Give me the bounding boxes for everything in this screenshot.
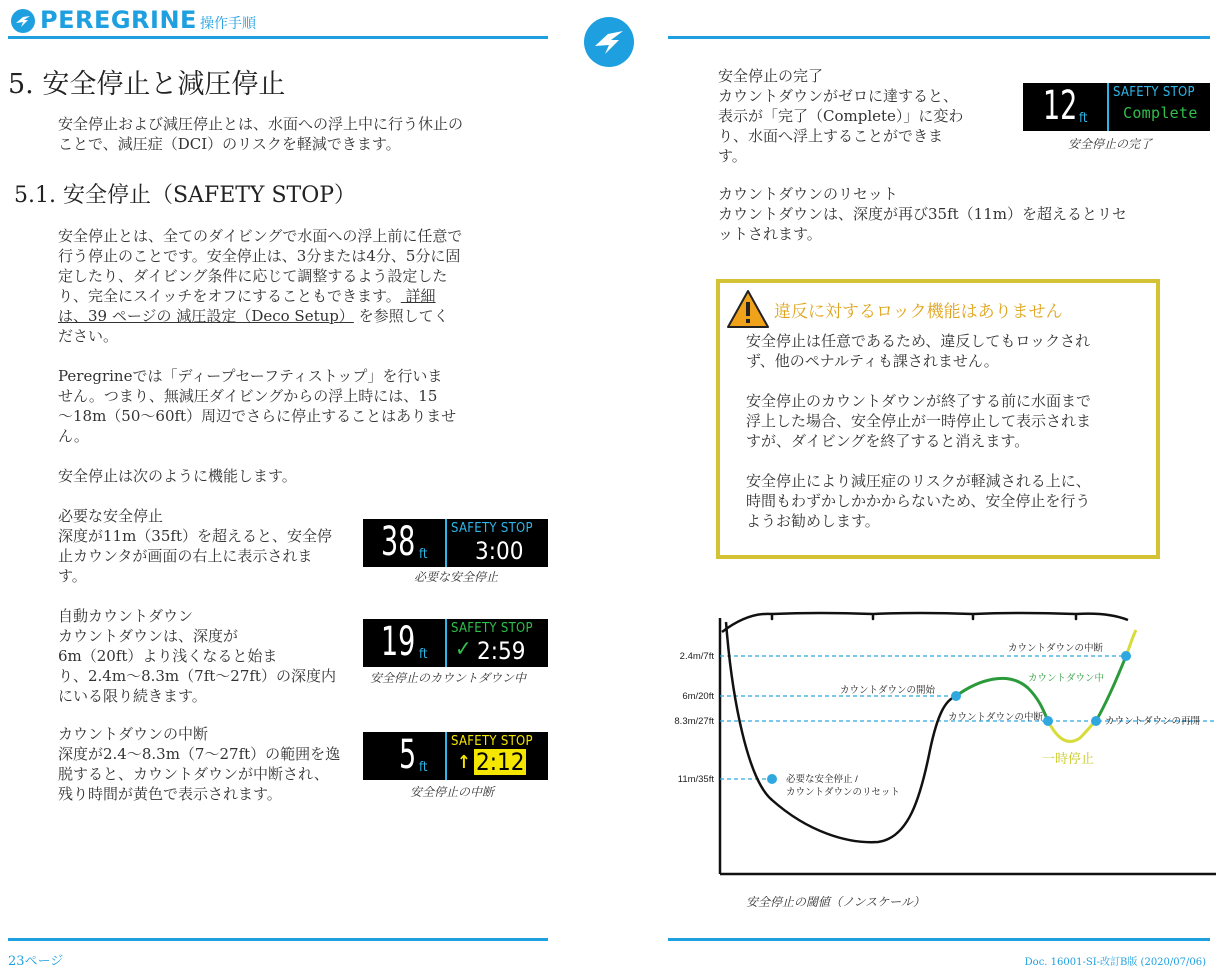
label-counting: カウントダウン中: [1028, 673, 1105, 684]
label-countdown-pause-top: カウントダウンの中断: [1008, 643, 1104, 654]
deco-setup-link-cont[interactable]: は、39 ページの 減圧設定（Deco Setup）: [58, 307, 354, 325]
deep-stop-paragraph: Peregrineでは「ディープセーフティストップ」を行いま せん。つまり、無減圧ダイビングからの浮上時には、15 〜18m（50〜60ft）周辺でさらに停止することはありませ ん。: [58, 367, 457, 445]
function-intro: 安全停止は次のように機能します。: [58, 467, 297, 485]
center-logo-icon: [583, 16, 635, 68]
intro-paragraph: 安全停止および減圧停止とは、水面への浮上中に行う休止の ことで、減圧症（DCI）のリスクを軽減できます。: [58, 115, 464, 153]
label-countdown-reset: カウントダウンのリセット: [786, 787, 900, 798]
page-number: 23ページ: [8, 954, 64, 969]
dive-profile-green-2: [1096, 656, 1126, 721]
label-required-stop: 必要な安全停止 /: [786, 774, 858, 785]
level-label: 8.3m/27ft: [674, 716, 714, 727]
header-subtitle: 操作手順: [200, 16, 256, 32]
level-label: 11m/35ft: [677, 774, 714, 785]
label-countdown-resume: カウントダウンの再開: [1105, 716, 1201, 727]
caption-complete: 安全停止の完了: [1068, 137, 1153, 151]
page-title: 5. 安全停止と減圧停止: [8, 69, 286, 100]
display-required-stop: 38 ft SAFETY STOP 3:00: [363, 519, 548, 567]
section-title: 5.1. 安全停止（SAFETY STOP）: [14, 183, 357, 208]
safety-stop-paragraph: 安全停止とは、全てのダイビングで水面への浮上前に任意で 行う停止のことです。安全停止は、3分または4分、5分に固 定したり、ダイビング条件に応じて調整するよう設定した り、完全にスイッチをオフにすることもできます。 詳細 は、39 ページの 減圧設定（Deco Setup） を参照してく ださい。: [58, 227, 463, 345]
countdown-interrupt-text: カウントダウンの中断 深度が2.4〜8.3m（7〜27ft）の範囲を逸 脱すると、カウントダウンが中断され、 残り時間が黄色で表示されます。: [58, 725, 341, 803]
level-label: 2.4m/7ft: [679, 651, 714, 662]
brand-name: PEREGRINE: [40, 6, 197, 34]
doc-id: Doc. 16001-SI-改訂B版 (2020/07/06): [1024, 957, 1206, 968]
warning-box: [716, 279, 1160, 559]
warning-paragraph-3: 安全停止により減圧症のリスクが軽減される上に、 時間もわずかしかかからないため、安全停止を行う ようお勧めします。: [746, 472, 1091, 530]
header-rule-right: [668, 36, 1210, 39]
label-paused: 一時停止: [1042, 751, 1095, 766]
caption-required-stop: 必要な安全停止: [414, 570, 499, 584]
required-stop-text: 必要な安全停止 深度が11m（35ft）を超えると、安全停 止カウンタが画面の右上に表示されま す。: [58, 507, 332, 585]
check-icon: ✓: [455, 637, 472, 662]
safety-stop-threshold-diagram: [668, 600, 1216, 890]
level-label: 6m/20ft: [682, 691, 714, 702]
auto-countdown-text: 自動カウントダウン カウントダウンは、深度が 6m（20ft）より浅くなると始ま り、2.4m〜8.3m（7ft〜27ft）の深度内 にいる限り続きます。: [58, 607, 336, 705]
complete-text: 安全停止の完了 カウントダウンがゼロに達すると、 表示が「完了（Complete）」に変わ り、水面へ浮上することができま す。: [718, 67, 964, 165]
graph-caption: 安全停止の閾値（ノンスケール）: [746, 895, 925, 909]
deco-setup-link[interactable]: 詳細: [400, 287, 436, 305]
display-countdown: 19 ft SAFETY STOP ✓ 2:59: [363, 619, 548, 667]
warning-triangle-icon: [726, 289, 770, 329]
brand-logo-icon: [10, 8, 36, 34]
label-countdown-start: カウントダウンの開始: [840, 685, 936, 696]
footer-rule-right: [668, 938, 1210, 941]
dive-profile-black: [726, 622, 956, 842]
surface-waves: [722, 613, 1128, 632]
caption-interrupted: 安全停止の中断: [410, 785, 495, 799]
reset-text: カウントダウンのリセット カウントダウンは、深度が再び35ft（11m）を超えるとリセ ットされます。: [718, 185, 1127, 243]
dive-profile-yellow: [1048, 721, 1096, 741]
header-rule-left: [8, 36, 548, 39]
warning-title: 違反に対するロック機能はありません: [774, 302, 1063, 322]
label-countdown-pause: カウントダウンの中断: [948, 712, 1044, 723]
ascend-arrow-icon: ↑: [457, 752, 471, 773]
warning-paragraph-1: 安全停止は任意であるため、違反してもロックされ ず、他のペナルティも課されません。: [746, 332, 1091, 370]
footer-rule-left: [8, 938, 548, 941]
warning-paragraph-2: 安全停止のカウントダウンが終了する前に水面まで 浮上した場合、安全停止が一時停止して表示されま すが、ダイビングを終了すると消えます。: [746, 392, 1092, 450]
display-interrupted: 5 ft SAFETY STOP ↑ 2:12: [363, 732, 548, 780]
display-complete: 12 ft SAFETY STOP Complete: [1023, 83, 1210, 131]
caption-countdown: 安全停止のカウントダウン中: [370, 671, 527, 685]
